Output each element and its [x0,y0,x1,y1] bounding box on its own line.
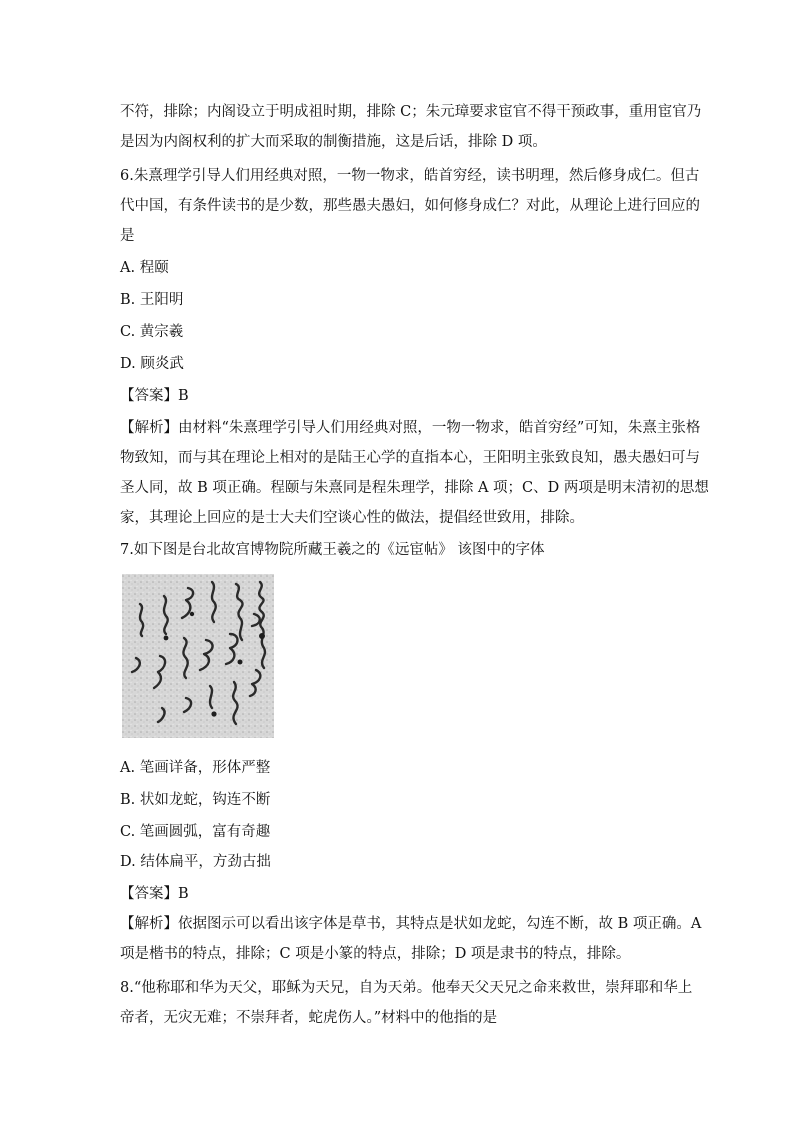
question-6-stem: 代中国，有条件读书的是少数，那些愚夫愚妇，如何修身成仁？对此，从理论上进行回应的 [120,198,700,214]
question-7-stem: 7.如下图是台北故宫博物院所藏王羲之的《远宦帖》 该图中的字体 [120,542,545,558]
option-a: A. 程颐 [120,260,169,276]
option-c: C. 黄宗羲 [120,324,184,340]
option-d: D. 结体扁平，方劲古拙 [120,854,271,870]
question-6-stem: 6.朱熹理学引导人们用经典对照，一物一物求，皓首穷经，读书明理，然后修身成仁。但古 [120,168,700,184]
analysis-line: 圣人同，故 B 项正确。程颐与朱熹同是程朱理学，排除 A 项；C、D 两项是明末清初的思想 [120,480,709,496]
paragraph-line: 是因为内阁权利的扩大而采取的制衡措施，这是后话，排除 D 项。 [120,134,547,150]
answer-label: 【答案】B [120,388,189,404]
question-6-stem: 是 [120,228,135,244]
analysis-line: 【解析】由材料“朱熹理学引导人们用经典对照，一物一物求，皓首穷经”可知，朱熹主张格 [120,420,701,436]
question-8-stem: 8.“他称耶和华为天父，耶稣为天兄，自为天弟。他奉天父天兄之命来救世，崇拜耶和华上 [120,980,693,996]
option-c: C. 笔画圆弧，富有奇趣 [120,824,271,840]
analysis-line: 【解析】依据图示可以看出该字体是草书，其特点是状如龙蛇，勾连不断，故 B 项正确。A [120,916,702,932]
analysis-line: 家，其理论上回应的是士大夫们空谈心性的做法，提倡经世致用，排除。 [120,510,584,526]
option-a: A. 笔画详备，形体严整 [120,760,271,776]
paragraph-line: 不符，排除；内阁设立于明成祖时期，排除 C；朱元璋要求宦官不得干预政事，重用宦官乃 [120,104,702,120]
option-d: D. 顾炎武 [120,356,184,372]
question-8-stem: 帝者，无灾无难；不崇拜者，蛇虎伤人。”材料中的他指的是 [120,1010,498,1026]
calligraphy-image [122,574,274,738]
option-b: B. 状如龙蛇，钩连不断 [120,792,271,808]
answer-label: 【答案】B [120,886,189,902]
option-b: B. 王阳明 [120,292,184,308]
analysis-line: 项是楷书的特点，排除；C 项是小篆的特点，排除；D 项是隶书的特点，排除。 [120,946,631,962]
analysis-line: 物致知，而与其在理论上相对的是陆王心学的直指本心，王阳明主张致良知，愚夫愚妇可与 [120,450,700,466]
